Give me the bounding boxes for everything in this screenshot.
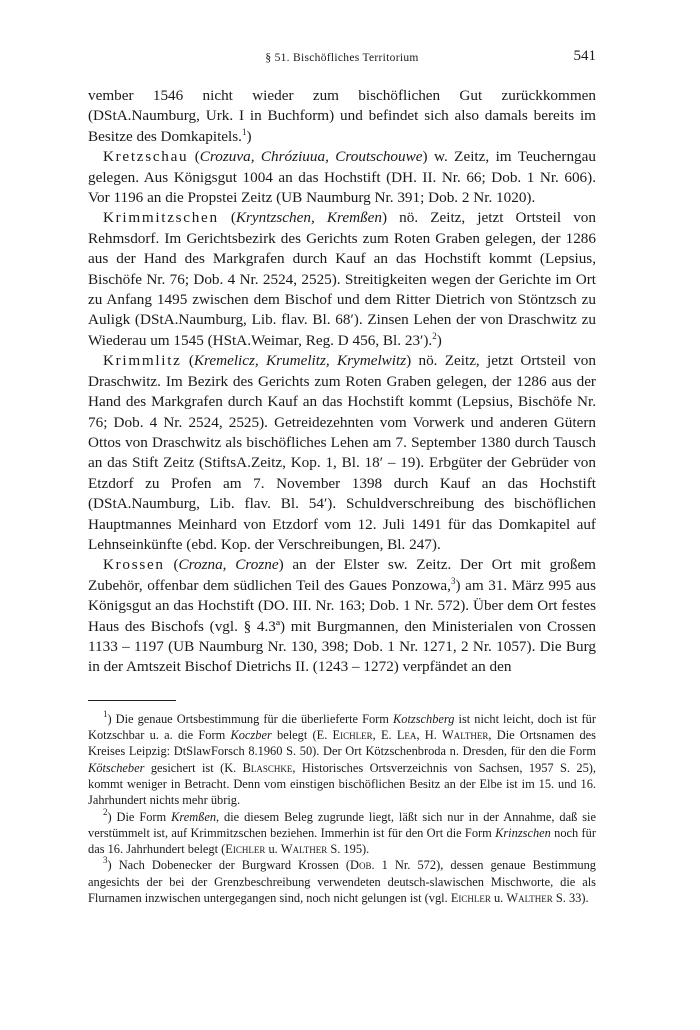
entry-paragraph [88,351,596,555]
footnote-text: u. [490,891,507,906]
footnote-text: , E. [372,728,397,743]
footnote-ref: 2 [432,330,437,341]
entry-paragraph [88,208,596,351]
footnote-italic-form: Kremßen [171,809,217,824]
footnote-ref: 1 [241,126,247,137]
entry-paragraph [88,555,596,677]
footnote-text: S. 33). [552,891,589,906]
footnote-number: 2 [103,806,108,817]
place-name: Krimmlitz [103,352,182,370]
author-name: Lea [396,728,417,743]
intro-text: vember 1546 nicht wieder zum bischöflichen Gut zurückkommen (DStA.Naumburg, Urk. I in Buchform) und befindet sich also damals bereits im Besitze des Domkapitels. [88,87,596,145]
footnote-text: ist nicht leicht, doch ist für Kotzschbar u. a. die Form [88,711,597,743]
footnotes [88,708,597,907]
author-name: Walther [280,842,328,857]
forms-close: ) [381,209,400,227]
author-name: Eichler [332,728,373,743]
footnote-text: u. [265,842,281,857]
book-page [88,46,596,906]
author-name: Blaschke [242,760,293,775]
historical-forms: Crozna, Crozne [178,556,279,574]
footnote-text: S. 195). [327,842,370,857]
footnote-italic-form: Koczber [230,728,272,743]
author-name: Walther [506,891,553,906]
footnote-text: belegt (E. [271,728,333,743]
footnote-italic-form: Krinzschen [495,825,551,840]
footnote-italic-form: Kötscheber [88,760,145,775]
intro-paragraph [88,86,596,147]
footnote-text: , Historisches Ortsverzeichnis von Sachsen, 1957 S. 25), kommt weniger in Betracht. Denn vom einstigen bischöflichen Besitz an der Elbe ist im 15. und 16. Jahrhundert nichts mehr übrig. [88,760,596,808]
footnote [88,806,596,858]
historical-forms: Kremelicz, Krumelitz, Krymelwitz [193,352,407,370]
place-name: Krossen [103,556,165,574]
footnote-text: ) Die Form [107,809,172,824]
place-name: Krimmitzschen [103,209,219,227]
entry-text: an der Elster sw. Zeitz. Der Ort mit großem Zubehör, offenbar dem südlichen Teil des Gaues Ponzowa, [88,556,596,594]
author-name: Eichler [225,842,266,857]
footnote-italic-form: Kotzschberg [392,711,455,726]
footnote-text: . 1 Nr. 572), dessen genaue Bestimmung angesichts der bei der Grenzbeschreibung verwendeten deutsch-slawischen Mischworte, die als Flurnamen inzwischen untergegangen sind, noch nicht gelungen ist (vgl. [88,858,596,906]
forms-open: ( [188,148,200,166]
footnote [88,857,596,906]
footnote-ref-paren: ) [246,127,252,145]
author-name: Dob [350,858,372,873]
footnote-number: 1 [103,708,108,719]
footnote-text: ) Die genaue Ortsbestimmung für die überlieferte Form [107,711,393,726]
entry-text-after: ) am 31. März 995 aus Königsgut an das Hochstift (DO. III. Nr. 163; Dob. 1 Nr. 572). Über dem Ort festes Haus des Bischofs (vgl. § 4.3ª) mit Burgmannen, den Ministerialen von Crossen 1133 – 1197 (UB Naumburg Nr. 130, 398; Dob. 1 Nr. 1271, 2 Nr. 1057). Die Burg in der Amtszeit Bischof Dietrichs II. (1243 – 1272) verpfändet an den [88,576,596,676]
footnote-ref: 3 [450,575,456,586]
author-name: Eichler [450,891,491,906]
forms-close: ) [278,556,293,574]
footnote-text: noch für das 16. Jahrhundert belegt ( [88,825,596,857]
running-title: § 51. Bischöfliches Territorium [265,52,419,64]
forms-close: ) [422,148,434,166]
footnote-number: 3 [103,855,108,866]
footnote-text: gesichert ist (K. [144,760,243,775]
page-number: 541 [573,48,596,64]
forms-open: ( [218,209,236,227]
author-name: Walther [442,728,489,743]
entry-text: nö. Zeitz, jetzt Ortsteil von Draschwitz. Im Bezirk des Gerichts zum Roten Graben gelegen, der 1286 aus der Hand des Markgrafen durch Kauf an das Hochstift kommt (Lepsius, Bischöfe Nr. 76; Dob. 4 Nr. 2524, 2525). Getreidezehnten vom Vorwerk und anderen Gütern Ottos von Draschwitz als bischöfliches Lehen am 7. September 1380 durch Tausch an das Stift Zeitz (StiftsA.Zeitz, Kop. 1, Bl. 18′ – 19). Erbgüter der Gebrüder von Etzdorf zu Profen am 7. November 1398 durch Kauf an das Hochstift (DStA.Naumburg, Lib. flav. Bl. 54′). Schuldverschreibung des bischöflichen Hauptmannes Meinhard von Etzdorf vom 12. Juli 1491 für das Domkapitel auf Lehnseinkünfte (ebd. Kop. der Verschreibungen, Bl. 247). [88,352,596,553]
main-text [88,86,596,678]
footnote-text: , die diesem Beleg zugrunde liegt, läßt sich nur in der Annahme, daß sie verstümmelt ist, auf Krimmitzschen beziehen. Immerhin ist für den Ort die Form [88,809,596,840]
gazetteer-entries [88,147,596,678]
entry-text: nö. Zeitz, jetzt Ortsteil von Rehmsdorf. Im Gerichtsbezirk des Gerichts zum Roten Graben gelegen, der 1286 aus der Hand des Markgrafen durch Kauf an das Hochstift kommt (Lepsius, Bischöfe Nr. 76; Dob. 4 Nr. 2524, 2525). Streitigkeiten wegen der Gerichte im Ort zu Anfang 1495 zwischen dem Bischof und dem Ritter Dietrich von Stöntzsch zu Auligk (DStA.Naumburg, Lib. flav. Bl. 68′). Zinsen Lehen der von Draschwitz zu Wiederau um 1545 (HStA.Weimar, Reg. D 456, Bl. 23′). [88,209,596,349]
place-name: Kretzschau [103,148,189,166]
page-header [88,46,596,72]
footnote [88,708,597,809]
forms-close: ) [406,352,419,370]
entry-text: w. Zeitz, im Teucherngau gelegen. Aus Königsgut 1004 an das Hochstift (DH. II. Nr. 66; Dob. 1 Nr. 606). Vor 1196 an die Propstei Zeitz (UB Naumburg Nr. 391; Dob. 2 Nr. 1020). [88,148,596,207]
footnote-text: , Die Ortsnamen des Kreises Leipzig: DtSlawForsch 8.1960 S. 50). Der Ort Kötzschenbroda n. Dresden, für den die Form [88,728,596,759]
footnote-text: ) Nach Dobenecker der Burgward Krossen ( [107,858,350,873]
historical-forms: Kryntzschen, Kremßen [235,209,382,227]
entry-text-after: ) [436,331,442,349]
entry-paragraph [88,147,596,208]
forms-open: ( [181,352,194,370]
footnote-rule [88,700,176,701]
forms-open: ( [164,556,179,574]
historical-forms: Crozuva, Chróziuua, Croutschouwe [199,148,423,166]
footnote-text: , H. [416,728,443,743]
